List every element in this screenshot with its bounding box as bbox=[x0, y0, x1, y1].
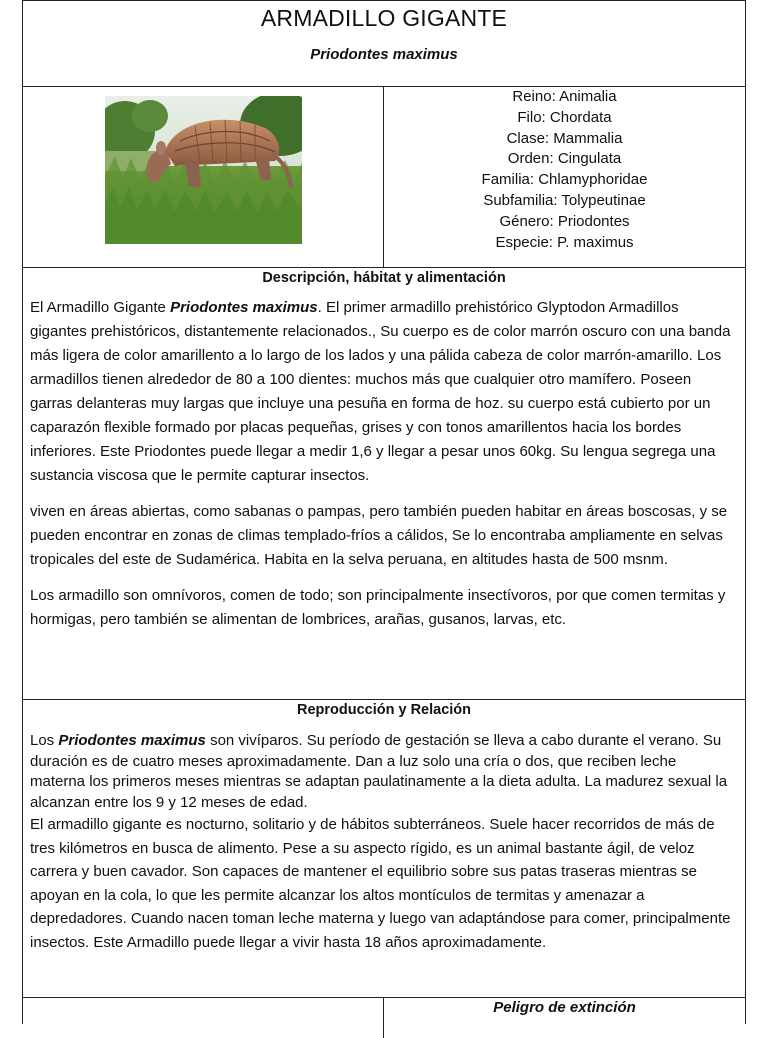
reproduction-p1-species: Priodontes maximus bbox=[58, 732, 206, 749]
species-sheet bbox=[22, 0, 746, 1024]
conservation-heading: Peligro de extinción bbox=[493, 999, 636, 1016]
title-section bbox=[23, 1, 745, 87]
description-paragraph-1 bbox=[30, 296, 735, 488]
taxonomy-phylum: Filo: Chordata bbox=[517, 108, 612, 126]
taxonomy-section bbox=[23, 87, 745, 268]
description-p1-text: El Armadillo Gigante bbox=[30, 299, 171, 316]
armadillo-photo bbox=[105, 96, 302, 244]
conservation-section bbox=[23, 998, 745, 1038]
taxonomy-species: Especie: P. maximus bbox=[495, 233, 634, 251]
taxonomy-subfamily: Subfamilia: Tolypeutinae bbox=[483, 191, 646, 209]
description-heading: Descripción, hábitat y alimentación bbox=[262, 270, 506, 286]
page-title: ARMADILLO GIGANTE bbox=[260, 5, 508, 31]
taxonomy-kingdom: Reino: Animalia bbox=[512, 88, 617, 105]
photo-cell bbox=[23, 87, 384, 267]
description-p1-rest: . El primer armadillo prehistórico Glyptodon Armadillos gigantes prehistóricos, distantemente relacionados., Su cuerpo es de color marrón oscuro con una banda más ligera de color amarillento a lo largo de los lados y una pálida cabeza de color marrón-amarillo. Los armadillos tienen alrededor de 80 a 100 dientes: muchos más que cualquier otro mamífero. Poseen garras delanteras muy largas que incluye una pesuña en forma de hoz. su cuerpo está cubierto por un caparazón flexible formado por placas pequeñas, grises y con tonos amarillentos hacia los bordes inferiores. Este Priodontes puede llegar a medir 1,6 y llegar a pesar unos 60kg. Su lengua segrega una sustancia viscosa que le permite capturar insectos. bbox=[30, 299, 731, 484]
reproduction-paragraph-1 bbox=[30, 731, 735, 813]
description-section bbox=[23, 268, 745, 700]
reproduction-heading: Reproducción y Relación bbox=[296, 702, 472, 718]
description-paragraph-3: Los armadillo son omnívoros, comen de todo; son principalmente insectívoros, por que comen termitas y hormigas, pero también se alimentan de lombrices, arañas, gusanos, larvas, etc. bbox=[30, 587, 726, 628]
taxonomy-class: Clase: Mammalia bbox=[506, 129, 623, 147]
conservation-left-cell bbox=[23, 998, 384, 1038]
taxonomy-genus: Género: Priodontes bbox=[499, 212, 630, 230]
description-p1-species: Priodontes maximus bbox=[170, 299, 318, 316]
scientific-name: Priodontes maximus bbox=[310, 46, 458, 63]
taxonomy-order: Orden: Cingulata bbox=[507, 150, 622, 168]
reproduction-paragraph-2: El armadillo gigante es nocturno, solitario y de hábitos subterráneos. Suele hacer recorridos de más de tres kilómetros en busca de alimento. Pese a su aspecto rígido, es un animal bastante ágil, de veloz carrera y buen cavador. Son capaces de mantener el equilibrio sobre sus patas traseras mientras se apoyan en la cola, lo que les permite alcanzar los altos montículos de termitas y amenazar a depredadores. Cuando nacen toman leche materna y luego van adaptándose para comer, principalmente insectos. Este Armadillo puede llegar a vivir hasta 18 años aproximadamente. bbox=[30, 816, 731, 951]
taxonomy-list bbox=[384, 87, 745, 267]
reproduction-p1-text: Los bbox=[30, 732, 59, 749]
reproduction-section bbox=[23, 700, 745, 998]
reproduction-p1-rest: son vivíparos. Su período de gestación se lleva a cabo durante el verano. Su duración es de cuatro meses aproximadamente. Dan a luz solo una cría o dos, que reciben leche materna los primeros meses mientras se adaptan paulatinamente a la dieta adulta. La madurez sexual la alcanzan entre los 9 y 12 meses de edad. bbox=[30, 732, 728, 811]
description-paragraph-2: viven en áreas abiertas, como sabanas o pampas, pero también pueden habitar en áreas boscosas, y se pueden encontrar en zonas de climas templado-fríos a cálidos, Se lo encontraba ampliamente en selvas tropicales del este de Sudamérica. Habita en la selva peruana, en altitudes hasta de 500 msnm. bbox=[30, 503, 728, 568]
taxonomy-family: Familia: Chlamyphoridae bbox=[481, 171, 648, 189]
